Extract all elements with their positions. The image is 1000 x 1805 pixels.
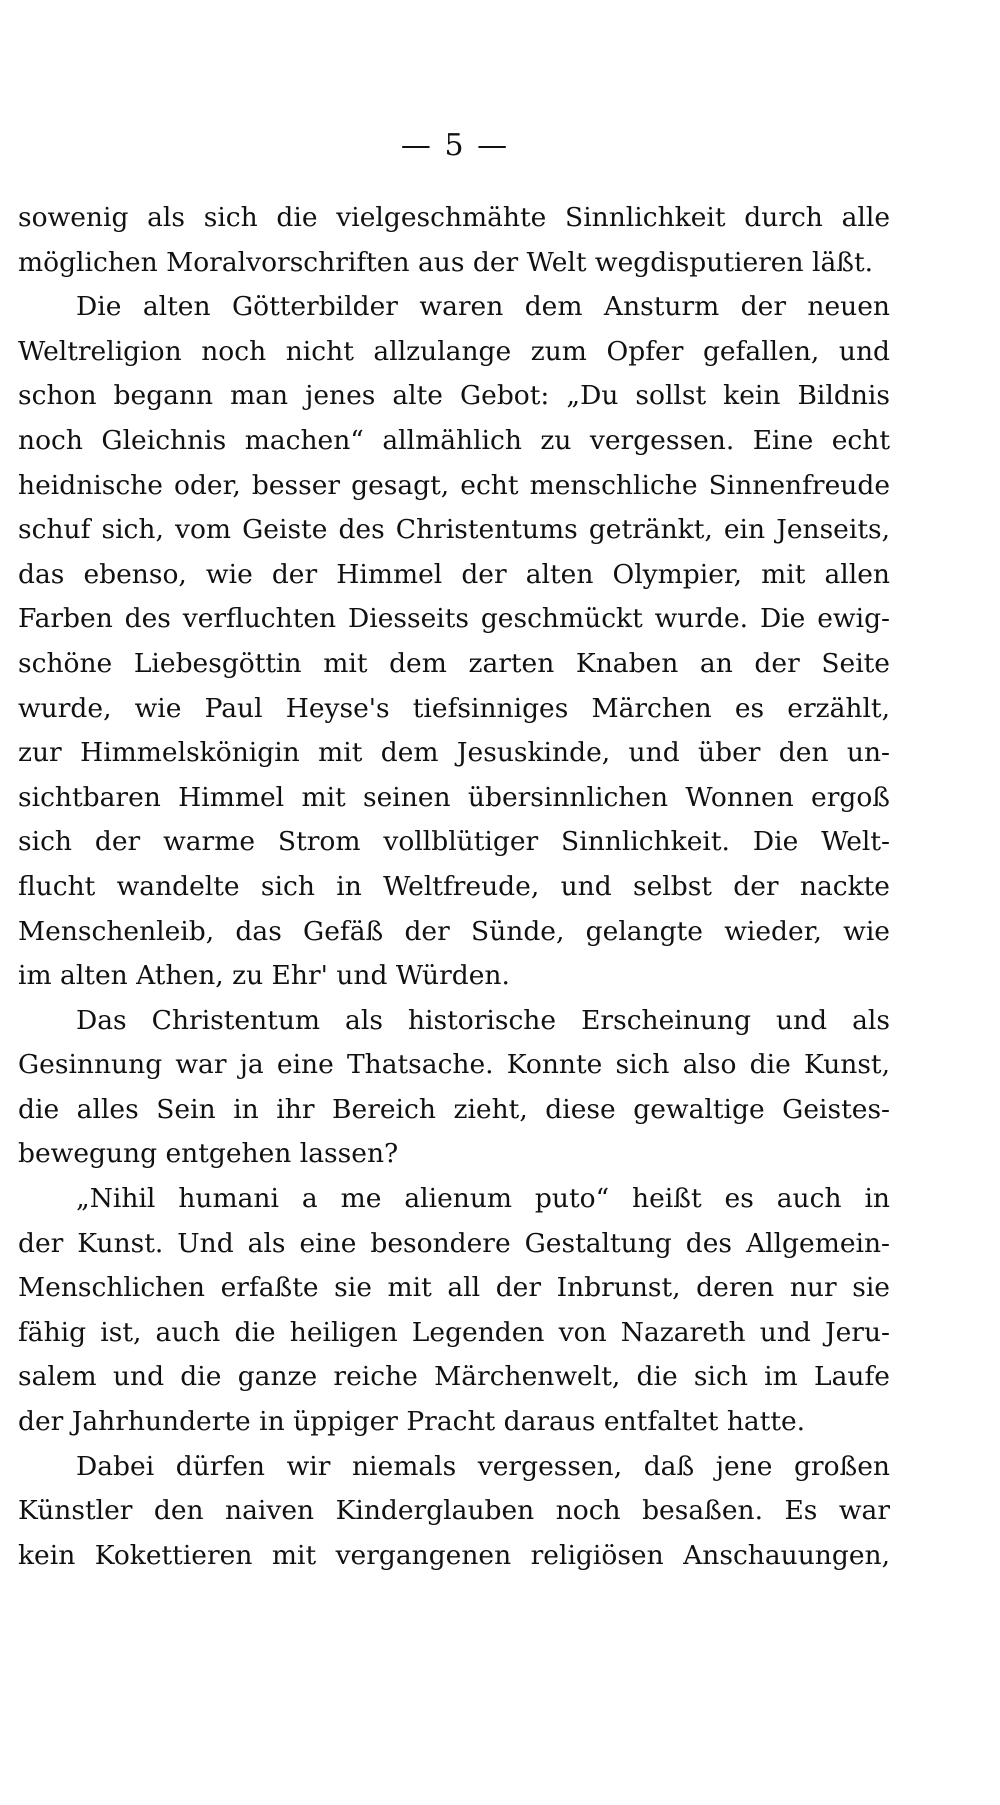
- text-line: schuf sich, vom Geiste des Christentums getränkt, ein Jenseits,: [18, 514, 890, 546]
- text-line: die alles Sein in ihr Bereich zieht, diese gewaltige Geistes-: [18, 1093, 890, 1125]
- text-line: schöne Liebesgöttin mit dem zarten Knaben an der Seite: [18, 647, 890, 679]
- text-line: bewegung entgehen lassen?: [18, 1138, 399, 1170]
- text-line: Menschlichen erfaßte sie mit all der Inbrunst, deren nur sie: [18, 1272, 890, 1304]
- text-line: „Nihil humani a me alienum puto“ heißt es auch in: [76, 1183, 890, 1215]
- text-line: noch Gleichnis machen“ allmählich zu vergessen. Eine echt: [18, 424, 890, 456]
- text-line: Menschenleib, das Gefäß der Sünde, gelangte wieder, wie: [18, 915, 890, 947]
- text-line: schon begann man jenes alte Gebot: „Du sollst kein Bildnis: [18, 380, 890, 412]
- text-line: der Kunst. Und als eine besondere Gestaltung des Allgemein-: [18, 1227, 890, 1259]
- text-line: Gesinnung war ja eine Thatsache. Konnte sich also die Kunst,: [18, 1049, 890, 1081]
- text-line: der Jahrhunderte in üppiger Pracht daraus entfaltet hatte.: [18, 1406, 806, 1438]
- body-text: [18, 196, 890, 1578]
- text-line: das ebenso, wie der Himmel der alten Olympier, mit allen: [18, 558, 890, 590]
- text-line: kein Kokettieren mit vergangenen religiösen Anschauungen,: [18, 1539, 890, 1571]
- text-line: sichtbaren Himmel mit seinen übersinnlichen Wonnen ergoß: [18, 781, 890, 813]
- text-line: wurde, wie Paul Heyse's tiefsinniges Märchen es erzählt,: [18, 692, 890, 724]
- text-line: sowenig als sich die vielgeschmähte Sinnlichkeit durch alle: [18, 202, 890, 233]
- text-line: flucht wandelte sich in Weltfreude, und selbst der nackte: [18, 870, 890, 902]
- text-line: Weltreligion noch nicht allzulange zum Opfer gefallen, und: [18, 335, 890, 367]
- text-line: möglichen Moralvorschriften aus der Welt wegdisputieren läßt.: [18, 246, 874, 278]
- text-line: heidnische oder, besser gesagt, echt menschliche Sinnenfreude: [18, 469, 890, 501]
- text-line: fähig ist, auch die heiligen Legenden von Nazareth und Jeru-: [18, 1316, 890, 1348]
- text-line: Das Christentum als historische Erscheinung und als: [76, 1004, 890, 1036]
- text-line: salem und die ganze reiche Märchenwelt, die sich im Laufe: [18, 1361, 890, 1393]
- text-line: Dabei dürfen wir niemals vergessen, daß jene großen: [76, 1450, 890, 1482]
- text-line: Farben des verfluchten Diesseits geschmückt wurde. Die ewig-: [18, 603, 890, 635]
- text-line: Die alten Götterbilder waren dem Ansturm der neuen: [76, 291, 890, 323]
- text-line: sich der warme Strom vollblütiger Sinnlichkeit. Die Welt-: [18, 826, 890, 858]
- text-line: Künstler den naiven Kinderglauben noch besaßen. Es war: [18, 1495, 890, 1527]
- text-line: zur Himmelskönigin mit dem Jesuskinde, und über den un-: [18, 737, 890, 769]
- text-line: im alten Athen, zu Ehr' und Würden.: [18, 960, 510, 992]
- page-number: — 5 —: [400, 128, 510, 163]
